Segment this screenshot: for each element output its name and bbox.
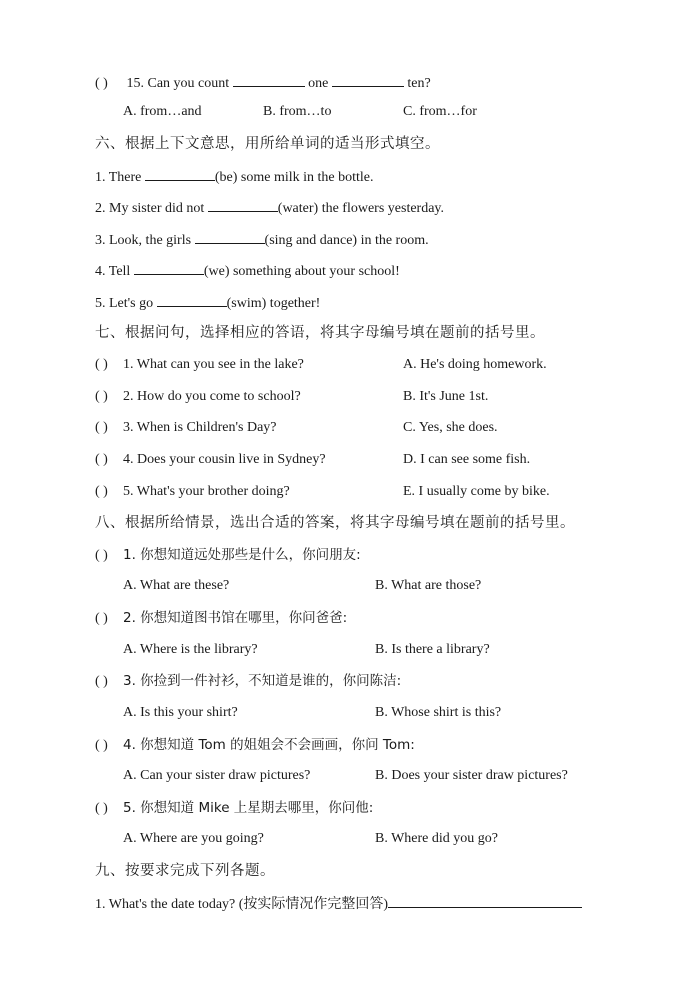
item-text: 3. Look, the girls — [95, 233, 195, 248]
scenario-text: 1. 你想知道远处那些是什么，你问朋友: — [123, 547, 361, 563]
item-text: 4. Tell — [95, 264, 134, 279]
item-text: 5. Let's go — [95, 296, 157, 311]
question-text: 5. What's your brother doing? — [123, 484, 290, 499]
scenario-text: 5. 你想知道 Mike 上星期去哪里，你问他: — [123, 800, 374, 816]
s8-item-2 — [95, 608, 347, 628]
item-text: 2. My sister did not — [95, 201, 205, 216]
s6-item-5 — [95, 292, 320, 312]
s7-item-5 — [95, 482, 550, 502]
s6-item-4 — [95, 260, 400, 280]
answer-paren[interactable]: ( ) — [95, 801, 108, 816]
section7-title: 七、根据问句，选择相应的答语，将其字母编号填在题前的括号里。 — [95, 325, 545, 341]
s8-item-4 — [95, 735, 415, 755]
question-text: 2. How do you come to school? — [123, 389, 301, 404]
answer-option: C. Yes, she does. — [403, 420, 498, 435]
option-b: B. What are those? — [375, 578, 482, 593]
item-hint: (water) the flowers yesterday. — [277, 201, 445, 216]
s7-item-3 — [95, 418, 498, 438]
item-hint: (sing and dance) in the room. — [264, 233, 429, 248]
option-b: B. Whose shirt is this? — [375, 705, 502, 720]
s7-item-4 — [95, 450, 531, 470]
question-text: 3. When is Children's Day? — [123, 420, 277, 435]
question-text: 4. Does your cousin live in Sydney? — [123, 452, 326, 467]
option-a: A. What are these? — [123, 578, 230, 593]
option-a: A. Where is the library? — [123, 642, 258, 657]
option-a: A. Can your sister draw pictures? — [123, 768, 311, 783]
option-a: A. Is this your shirt? — [123, 705, 238, 720]
s8-options-5 — [123, 829, 498, 849]
question-text: 1. What can you see in the lake? — [123, 357, 304, 372]
answer-paren[interactable]: ( ) — [95, 484, 108, 499]
answer-paren[interactable]: ( ) — [95, 674, 108, 689]
option-b: B. Does your sister draw pictures? — [375, 768, 568, 783]
s9-item-1 — [95, 893, 582, 913]
s8-item-1 — [95, 545, 361, 565]
answer-paren[interactable]: ( ) — [95, 738, 108, 753]
s8-options-1 — [123, 576, 482, 596]
q15-text-b: one — [308, 76, 329, 91]
scenario-text: 2. 你想知道图书馆在哪里，你问爸爸: — [123, 610, 348, 626]
s6-item-2 — [95, 197, 444, 217]
q15-text-a: 15. Can you count — [126, 76, 230, 91]
s8-options-3 — [123, 703, 502, 723]
s8-item-5 — [95, 798, 373, 818]
answer-option: D. I can see some fish. — [403, 452, 531, 467]
option-c: C. from…for — [403, 104, 477, 119]
option-b: B. from…to — [263, 104, 332, 119]
s8-options-4 — [123, 766, 568, 786]
answer-option: B. It's June 1st. — [403, 389, 489, 404]
q15-line — [95, 72, 431, 92]
option-b: B. Where did you go? — [375, 831, 498, 846]
answer-paren[interactable]: ( ) — [95, 389, 108, 404]
answer-blank[interactable] — [388, 893, 582, 908]
fill-blank[interactable] — [332, 72, 404, 87]
item-hint: (we) something about your school! — [203, 264, 400, 279]
q15-text-c: ten? — [407, 76, 431, 91]
answer-paren[interactable]: ( ) — [95, 420, 108, 435]
q15-options — [123, 102, 477, 122]
answer-option: E. I usually come by bike. — [403, 484, 550, 499]
s8-item-3 — [95, 671, 401, 691]
section6-title: 六、根据上下文意思，用所给单词的适当形式填空。 — [95, 136, 440, 152]
item-hint: (swim) together! — [226, 296, 321, 311]
scenario-text: 4. 你想知道 Tom 的姐姐会不会画画，你问 Tom: — [123, 737, 415, 753]
answer-option: A. He's doing homework. — [403, 357, 547, 372]
option-a: A. Where are you going? — [123, 831, 264, 846]
question-text: 1. What's the date today? (按实际情况作完整回答) — [95, 897, 389, 912]
answer-paren[interactable]: ( ) — [95, 452, 108, 467]
option-a: A. from…and — [123, 104, 202, 119]
scenario-text: 3. 你捡到一件衬衫，不知道是谁的，你问陈洁: — [123, 673, 402, 689]
item-text: 1. There — [95, 170, 142, 185]
answer-paren[interactable]: ( ) — [95, 548, 108, 563]
section8-title: 八、根据所给情景，选出合适的答案，将其字母编号填在题前的括号里。 — [95, 515, 575, 531]
s6-item-1 — [95, 166, 374, 186]
item-hint: (be) some milk in the bottle. — [214, 170, 374, 185]
fill-blank[interactable] — [195, 229, 265, 244]
fill-blank[interactable] — [157, 292, 227, 307]
option-b: B. Is there a library? — [375, 642, 490, 657]
answer-paren[interactable]: ( ) — [95, 611, 108, 626]
answer-paren[interactable]: ( ) — [95, 76, 108, 91]
fill-blank[interactable] — [208, 197, 278, 212]
s7-item-2 — [95, 387, 489, 407]
s6-item-3 — [95, 229, 429, 249]
s8-options-2 — [123, 640, 490, 660]
section9-title: 九、按要求完成下列各题。 — [95, 863, 275, 879]
fill-blank[interactable] — [134, 260, 204, 275]
s7-item-1 — [95, 355, 547, 375]
fill-blank[interactable] — [145, 166, 215, 181]
answer-paren[interactable]: ( ) — [95, 357, 108, 372]
fill-blank[interactable] — [233, 72, 305, 87]
